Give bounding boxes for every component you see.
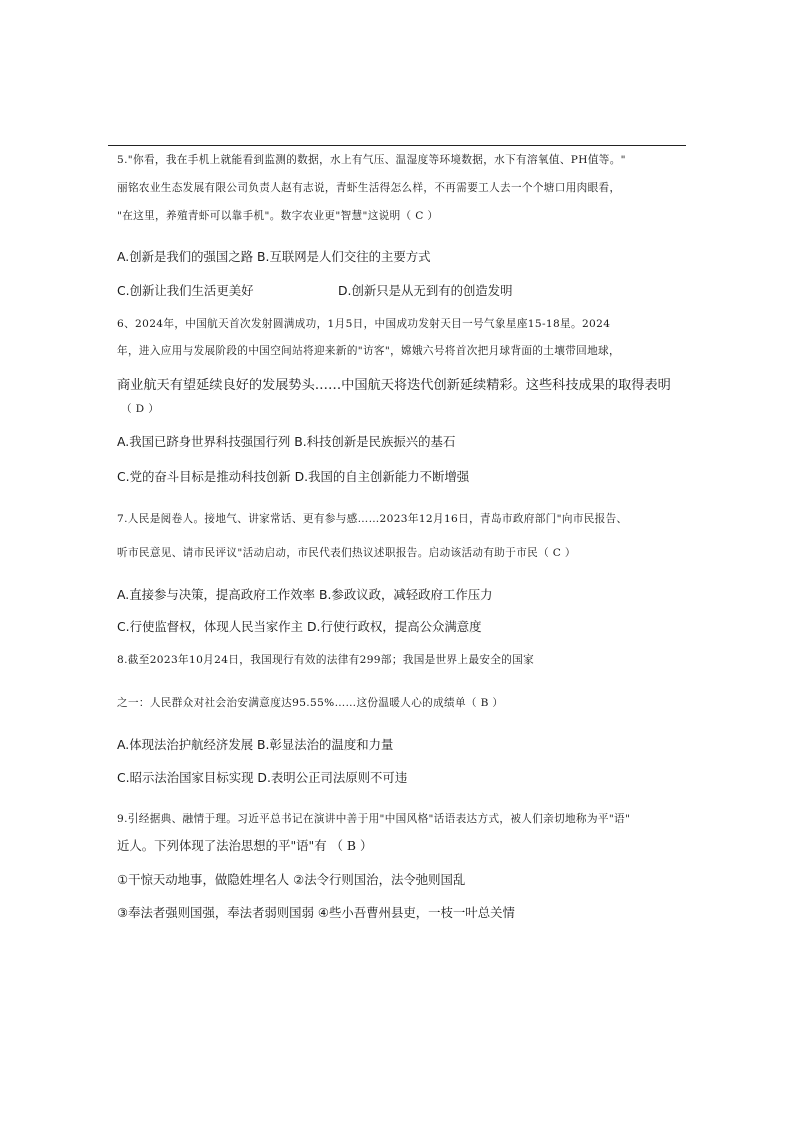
- question-5-line-3: "在这里，养殖青虾可以靠手机"。数字农业更"智慧"这说明（ C ）: [117, 210, 439, 222]
- header-rule: [108, 145, 686, 146]
- question-6-option-ab: A.我国已跻身世界科技强国行列 B.科技创新是民族振兴的基石: [117, 434, 456, 449]
- question-6-line-3: 商业航天有望延续良好的发展势头……中国航天将迭代创新延续精彩。这些科技成果的取得表明: [117, 378, 671, 393]
- question-9-line-1: 9.引经据典、融情于理。习近平总书记在演讲中善于用"中国风格"话语表达方式，被人们亲切地称为平"语": [117, 813, 631, 825]
- question-8-option-ab: A.体现法治护航经济发展 B.彰显法治的温度和力量: [117, 737, 394, 752]
- question-5-option-d: D.创新只是从无到有的创造发明: [338, 283, 513, 298]
- question-5-option-ab: A.创新是我们的强国之路 B.互联网是人们交往的主要方式: [117, 249, 431, 264]
- question-9-line-2: 近人。下列体现了法治思想的平"语"有 （ B ）: [117, 838, 373, 853]
- question-6-line-4: （ D ）: [121, 403, 160, 415]
- question-8-option-cd: C.昭示法治国家目标实现 D.表明公正司法原则不可违: [117, 770, 408, 785]
- question-6-line-1: 6、2024年，中国航天首次发射圆满成功，1月5日，中国成功发射天目一号气象星座15-18星。2024: [117, 318, 611, 330]
- question-8-line-2: 之一：人民群众对社会治安满意度达95.55%……这份温暖人心的成绩单（ B ）: [117, 697, 504, 709]
- question-9-option-12: ①干惊天动地事，做隐姓埋名人 ②法令行则国治，法令弛则国乱: [117, 872, 466, 887]
- question-9-option-34: ③奉法者强则国强，奉法者弱则国弱 ④些小吾曹州县吏，一枝一叶总关情: [117, 905, 515, 920]
- question-5-line-1: 5."你看，我在手机上就能看到监测的数据，水上有气压、温湿度等环境数据，水下有溶氧值、PH值等。": [117, 154, 626, 166]
- question-5-option-c: C.创新让我们生活更美好: [117, 283, 254, 298]
- question-8-line-1: 8.截至2023年10月24日，我国现行有效的法律有299部；我国是世界上最安全的国家: [117, 654, 535, 666]
- question-7-option-ab: A.直接参与决策，提高政府工作效率 B.参政议政，减轻政府工作压力: [117, 587, 493, 602]
- question-7-line-2: 听市民意见、请市民评议"活动启动，市民代表们热议述职报告。启动该活动有助于市民（ C ）: [117, 547, 576, 559]
- question-6-option-cd: C.党的奋斗目标是推动科技创新 D.我国的自主创新能力不断增强: [117, 469, 470, 484]
- question-5-line-2: 丽铭农业生态发展有限公司负责人赵有志说，青虾生活得怎么样，不再需要工人去一个个塘口用肉眼看，: [117, 182, 621, 194]
- question-6-line-2: 年，进入应用与发展阶段的中国空间站将迎来新的"访客"，嫦娥六号将首次把月球背面的土壤带回地球，: [117, 345, 620, 357]
- question-7-line-1: 7.人民是阅卷人。接地气、讲家常话、更有参与感……2023年12月16日，青岛市政府部门"向市民报告、: [117, 513, 628, 525]
- question-7-option-cd: C.行使监督权，体现人民当家作主 D.行使行政权，提高公众满意度: [117, 619, 482, 634]
